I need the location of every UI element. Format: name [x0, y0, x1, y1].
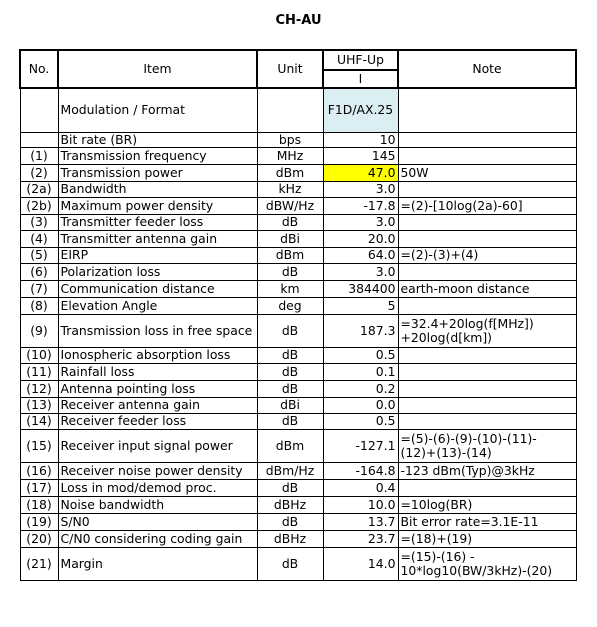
- table-row: [20, 181, 576, 197]
- row-note: [398, 147, 576, 164]
- header-uhf-index: I: [323, 70, 398, 88]
- row-note: [398, 263, 576, 280]
- row-item: Receiver antenna gain: [58, 397, 257, 413]
- row-note: =(2)-(3)+(4): [398, 247, 576, 263]
- row-item: S/N0: [58, 513, 257, 530]
- row-item: Transmitter antenna gain: [58, 230, 257, 247]
- row-value: 3.0: [323, 181, 398, 197]
- row-no: (2): [20, 164, 58, 181]
- modulation-no-cell: [20, 88, 58, 132]
- row-no: (15): [20, 429, 58, 462]
- row-note: Bit error rate=3.1E-11: [398, 513, 576, 530]
- row-no: (2a): [20, 181, 58, 197]
- row-unit: dBW/Hz: [257, 197, 323, 214]
- header-item: Item: [58, 50, 257, 88]
- row-value: 0.5: [323, 347, 398, 363]
- row-value: -127.1: [323, 429, 398, 462]
- row-unit: dBHz: [257, 530, 323, 547]
- row-note: [398, 132, 576, 147]
- row-note: =(18)+(19): [398, 530, 576, 547]
- row-value: 0.4: [323, 479, 398, 496]
- row-item: Maximum power density: [58, 197, 257, 214]
- row-item: Transmission frequency: [58, 147, 257, 164]
- row-unit: dB: [257, 380, 323, 397]
- row-item: Noise bandwidth: [58, 496, 257, 513]
- row-no: (7): [20, 280, 58, 297]
- row-item: Antenna pointing loss: [58, 380, 257, 397]
- table-row: [20, 547, 576, 580]
- row-note: [398, 314, 576, 347]
- header-note: Note: [398, 50, 576, 88]
- row-note: [398, 230, 576, 247]
- row-no: (19): [20, 513, 58, 530]
- row-no: (9): [20, 314, 58, 347]
- row-note: 50W: [398, 164, 576, 181]
- row-no: (21): [20, 547, 58, 580]
- table-row: [20, 263, 576, 280]
- row-value: 10.0: [323, 496, 398, 513]
- modulation-note-cell: [398, 88, 576, 132]
- row-no: (1): [20, 147, 58, 164]
- table-row: [20, 230, 576, 247]
- row-note-line: +20log(d[km]): [400, 329, 492, 345]
- row-unit: bps: [257, 132, 323, 147]
- row-note-line: =(5)-(6)-(9)-(10)-(11)-: [400, 430, 537, 446]
- row-no: (14): [20, 413, 58, 429]
- row-note: =10log(BR): [398, 496, 576, 513]
- row-no: (6): [20, 263, 58, 280]
- row-note-line: =(15)-(16) -: [400, 548, 475, 564]
- row-value: 20.0: [323, 230, 398, 247]
- row-value: 5: [323, 297, 398, 314]
- row-unit: dBm: [257, 164, 323, 181]
- row-item: Transmitter feeder loss: [58, 214, 257, 230]
- row-value: 13.7: [323, 513, 398, 530]
- row-item: Receiver noise power density: [58, 462, 257, 479]
- row-unit: dB: [257, 479, 323, 496]
- row-note-line: (12)+(13)-(14): [400, 444, 492, 460]
- row-unit: dBm: [257, 247, 323, 263]
- row-item: Rainfall loss: [58, 363, 257, 380]
- row-note: =(2)-[10log(2a)-60]: [398, 197, 576, 214]
- row-no: (10): [20, 347, 58, 363]
- table-row: [20, 214, 576, 230]
- modulation-value: F1D/AX.25: [323, 88, 398, 132]
- table-row: [20, 197, 576, 214]
- row-item: Ionospheric absorption loss: [58, 347, 257, 363]
- page-title: CH-AU: [275, 13, 322, 28]
- row-item: C/N0 considering coding gain: [58, 530, 257, 547]
- row-item: Elevation Angle: [58, 297, 257, 314]
- row-unit: dB: [257, 513, 323, 530]
- table-row: [20, 429, 576, 462]
- row-value: 187.3: [323, 314, 398, 347]
- row-item: EIRP: [58, 247, 257, 263]
- row-item: Loss in mod/demod proc.: [58, 479, 257, 496]
- row-no: (3): [20, 214, 58, 230]
- row-item: Receiver input signal power: [58, 429, 257, 462]
- row-item: Bandwidth: [58, 181, 257, 197]
- row-unit: dBm: [257, 429, 323, 462]
- row-item: Polarization loss: [58, 263, 257, 280]
- row-value: 0.5: [323, 413, 398, 429]
- table-row: [20, 363, 576, 380]
- row-note: [398, 363, 576, 380]
- row-unit: deg: [257, 297, 323, 314]
- header-unit: Unit: [257, 50, 323, 88]
- row-unit: dBi: [257, 230, 323, 247]
- header-no: No.: [20, 50, 58, 88]
- table-row: [20, 132, 576, 147]
- row-unit: dB: [257, 363, 323, 380]
- row-value: -17.8: [323, 197, 398, 214]
- row-note: [398, 413, 576, 429]
- row-no: (12): [20, 380, 58, 397]
- table-row: [20, 380, 576, 397]
- table-row: [20, 280, 576, 297]
- row-unit: kHz: [257, 181, 323, 197]
- row-value: 14.0: [323, 547, 398, 580]
- row-note: [398, 429, 576, 462]
- row-note: -123 dBm(Typ)@3kHz: [398, 462, 576, 479]
- row-note: earth-moon distance: [398, 280, 576, 297]
- row-no: (13): [20, 397, 58, 413]
- table-row: [20, 247, 576, 263]
- row-note: [398, 181, 576, 197]
- row-unit: km: [257, 280, 323, 297]
- row-note: [398, 214, 576, 230]
- row-note: [398, 547, 576, 580]
- table-row: [20, 479, 576, 496]
- row-no: (18): [20, 496, 58, 513]
- row-value: 23.7: [323, 530, 398, 547]
- row-item: Receiver feeder loss: [58, 413, 257, 429]
- table-row: [20, 513, 576, 530]
- table-row: [20, 397, 576, 413]
- table-row: [20, 496, 576, 513]
- row-value: 3.0: [323, 263, 398, 280]
- row-note: [398, 397, 576, 413]
- row-no: (5): [20, 247, 58, 263]
- row-unit: dB: [257, 263, 323, 280]
- row-unit: dBHz: [257, 496, 323, 513]
- link-budget-table: [19, 49, 577, 581]
- table-row: [20, 462, 576, 479]
- row-value: 64.0: [323, 247, 398, 263]
- row-unit: MHz: [257, 147, 323, 164]
- row-unit: dBm/Hz: [257, 462, 323, 479]
- row-value: 145: [323, 147, 398, 164]
- row-item: Communication distance: [58, 280, 257, 297]
- row-unit: dB: [257, 214, 323, 230]
- row-no: (20): [20, 530, 58, 547]
- row-note: [398, 479, 576, 496]
- row-unit: dB: [257, 314, 323, 347]
- modulation-label: Modulation / Format: [58, 88, 257, 132]
- row-item: Transmission power: [58, 164, 257, 181]
- header-uhf-up: UHF-Up: [323, 50, 398, 70]
- row-value: 384400: [323, 280, 398, 297]
- row-unit: dBi: [257, 397, 323, 413]
- row-note: [398, 380, 576, 397]
- row-no: (11): [20, 363, 58, 380]
- row-no: [20, 132, 58, 147]
- table-row: [20, 413, 576, 429]
- row-note-line: 10*log10(BW/3kHz)-(20): [400, 562, 553, 578]
- table-row: [20, 147, 576, 164]
- table-row: [20, 347, 576, 363]
- row-no: (2b): [20, 197, 58, 214]
- row-value: -164.8: [323, 462, 398, 479]
- row-value: 3.0: [323, 214, 398, 230]
- row-item: Transmission loss in free space: [58, 314, 257, 347]
- row-note: [398, 297, 576, 314]
- row-no: (16): [20, 462, 58, 479]
- row-no: (17): [20, 479, 58, 496]
- row-value: 0.1: [323, 363, 398, 380]
- modulation-unit-cell: [257, 88, 323, 132]
- row-item: Margin: [58, 547, 257, 580]
- row-value: 0.2: [323, 380, 398, 397]
- row-unit: dB: [257, 547, 323, 580]
- row-no: (8): [20, 297, 58, 314]
- row-value: 0.0: [323, 397, 398, 413]
- table-row: [20, 297, 576, 314]
- row-value: 47.0: [323, 164, 398, 181]
- table-row: [20, 314, 576, 347]
- row-note: [398, 347, 576, 363]
- row-note-line: =32.4+20log(f[MHz]): [400, 315, 534, 331]
- table-row: [20, 164, 576, 181]
- row-item: Bit rate (BR): [58, 132, 257, 147]
- row-value: 10: [323, 132, 398, 147]
- table-row: [20, 530, 576, 547]
- row-unit: dB: [257, 413, 323, 429]
- row-unit: dB: [257, 347, 323, 363]
- row-no: (4): [20, 230, 58, 247]
